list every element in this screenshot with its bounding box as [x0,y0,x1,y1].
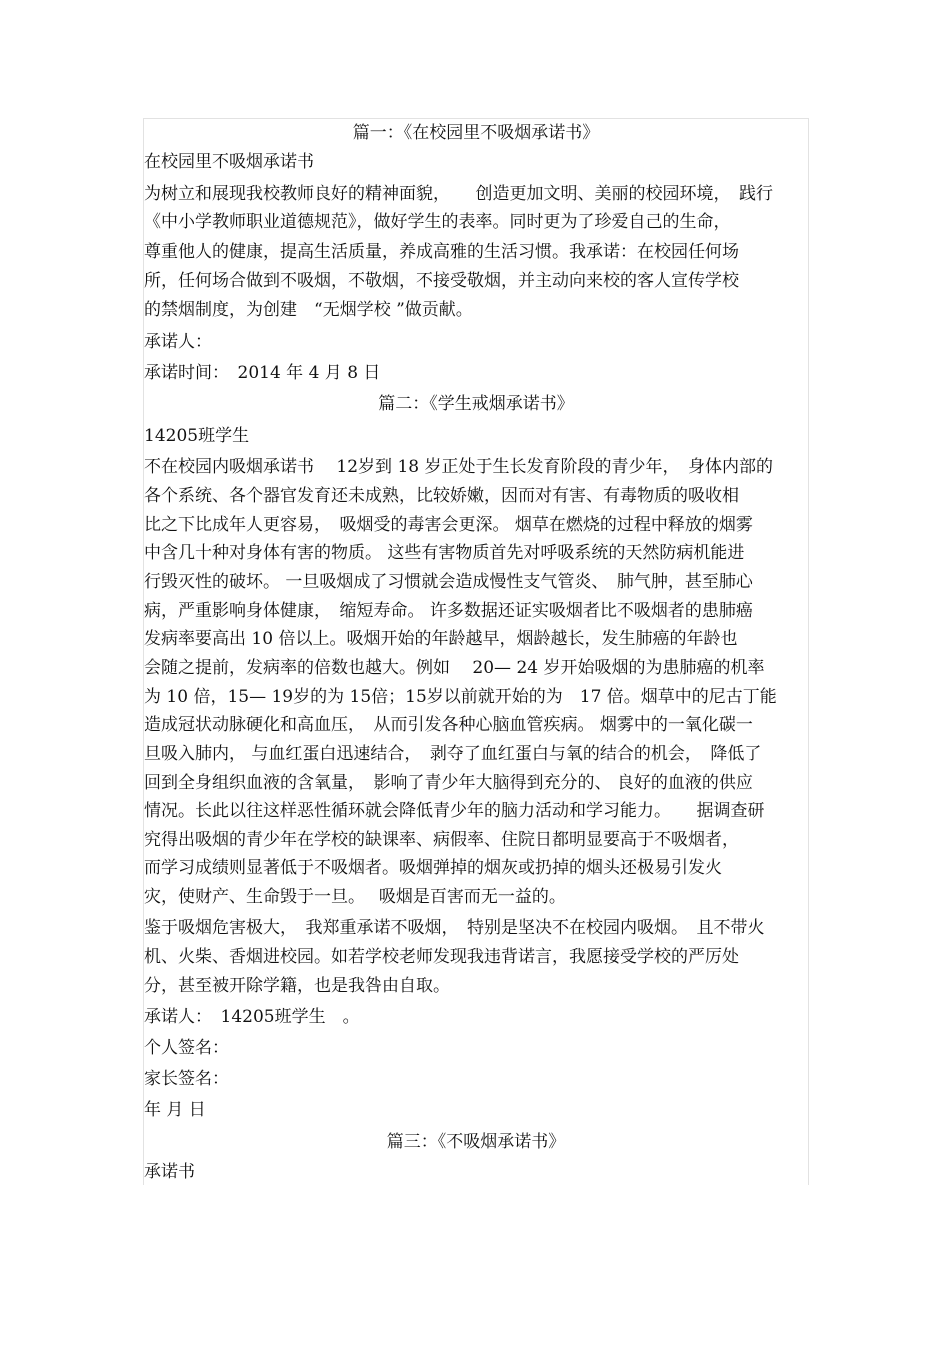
section-2-line: 分，甚至被开除学籍，也是我咎由自取。 [144,976,450,996]
section-2-heading: 篇二：《学生戒烟承诺书》 [378,394,574,414]
section-2-line: 各个系统、各个器官发育还未成熟，比较娇嫩，因而对有害、有毒物质的吸收相 [144,486,739,506]
section-1-line: 的禁烟制度，为创建 “无烟学校 ”做贡献。 [144,300,473,320]
section-1-line: 所，任何场合做到不吸烟，不敬烟，不接受敬烟，并主动向来校的客人宣传学校 [144,271,739,291]
section-2-line: 而学习成绩则显著低于不吸烟者。吸烟弹掉的烟灰或扔掉的烟头还极易引发火 [144,858,722,878]
section-2-line: 旦吸入肺内， 与血红蛋白迅速结合， 剥夺了血红蛋白与氧的结合的机会， 降低了 [144,744,762,764]
section-1-line: 在校园里不吸烟承诺书 [144,152,314,172]
section-1-heading: 篇一：《在校园里不吸烟承诺书》 [352,123,600,143]
section-1-line: 尊重他人的健康，提高生活质量，养成高雅的生活习惯。我承诺：在校园任何场 [144,242,739,262]
section-2-line: 中含几十种对身体有害的物质。 这些有害物质首先对呼吸系统的天然防病机能进 [144,543,745,563]
section-2-line: 灾，使财产、生命毁于一旦。 吸烟是百害而无一益的。 [144,887,566,907]
section-2-line: 鉴于吸烟危害极大， 我郑重承诺不吸烟， 特别是坚决不在校园内吸烟。 且不带火 [144,918,765,938]
section-2-line: 病，严重影响身体健康， 缩短寿命。 许多数据还证实吸烟者比不吸烟者的患肺癌 [144,601,753,621]
section-2-line: 不在校园内吸烟承诺书 12岁到 18 岁正处于生长发育阶段的青少年， 身体内部的 [144,457,773,477]
section-2-line: 回到全身组织血液的含氧量， 影响了青少年大脑得到充分的、 良好的血液的供应 [144,773,753,793]
section-2-line: 会随之提前，发病率的倍数也越大。例如 20— 24 岁开始吸烟的为患肺癌的机率 [144,658,765,678]
section-2-line: 比之下比成年人更容易， 吸烟受的毒害会更深。 烟草在燃烧的过程中释放的烟雾 [144,515,753,535]
section-2-line: 究得出吸烟的青少年在学校的缺课率、病假率、住院日都明显要高于不吸烟者， [144,830,739,850]
signer-label: 承诺人： 14205班学生 。 [144,1007,360,1027]
section-1-line: 《中小学教师职业道德规范》，做好学生的表率。同时更为了珍爱自己的生命， [144,212,731,232]
section-3-line: 承诺书 [144,1162,195,1182]
section-2-line: 造成冠状动脉硬化和高血压， 从而引发各种心脑血管疾病。 烟雾中的一氧化碳一 [144,715,753,735]
section-3-heading: 篇三：《不吸烟承诺书》 [386,1132,566,1152]
section-2-line: 情况。长此以往这样恶性循环就会降低青少年的脑力活动和学习能力。 据调查研 [144,801,765,821]
section-2-line: 为 10 倍，15— 19岁的为 15倍；15岁以前就开始的为 17 倍。烟草中的尼古丁能 [144,687,777,707]
section-1-line: 为树立和展现我校教师良好的精神面貌， 创造更加文明、美丽的校园环境， 践行 [144,184,773,204]
section-2-line: 行毁灭性的破坏。 一旦吸烟成了习惯就会造成慢性支气管炎、 肺气肿，甚至肺心 [144,572,753,592]
section-2-line: 14205班学生 [144,426,250,446]
pledge-date: 承诺时间： 2014 年 4 月 8 日 [144,363,381,383]
section-2-line: 机、火柴、香烟进校园。如若学校老师发现我违背诺言，我愿接受学校的严厉处 [144,947,739,967]
parent-signature-label: 家长签名： [144,1069,229,1089]
personal-signature-label: 个人签名： [144,1038,229,1058]
section-2-line: 发病率要高出 10 倍以上。吸烟开始的年龄越早，烟龄越长，发生肺癌的年龄也 [144,629,738,649]
signer-label: 承诺人： [144,332,212,352]
date-label: 年 月 日 [144,1100,206,1120]
